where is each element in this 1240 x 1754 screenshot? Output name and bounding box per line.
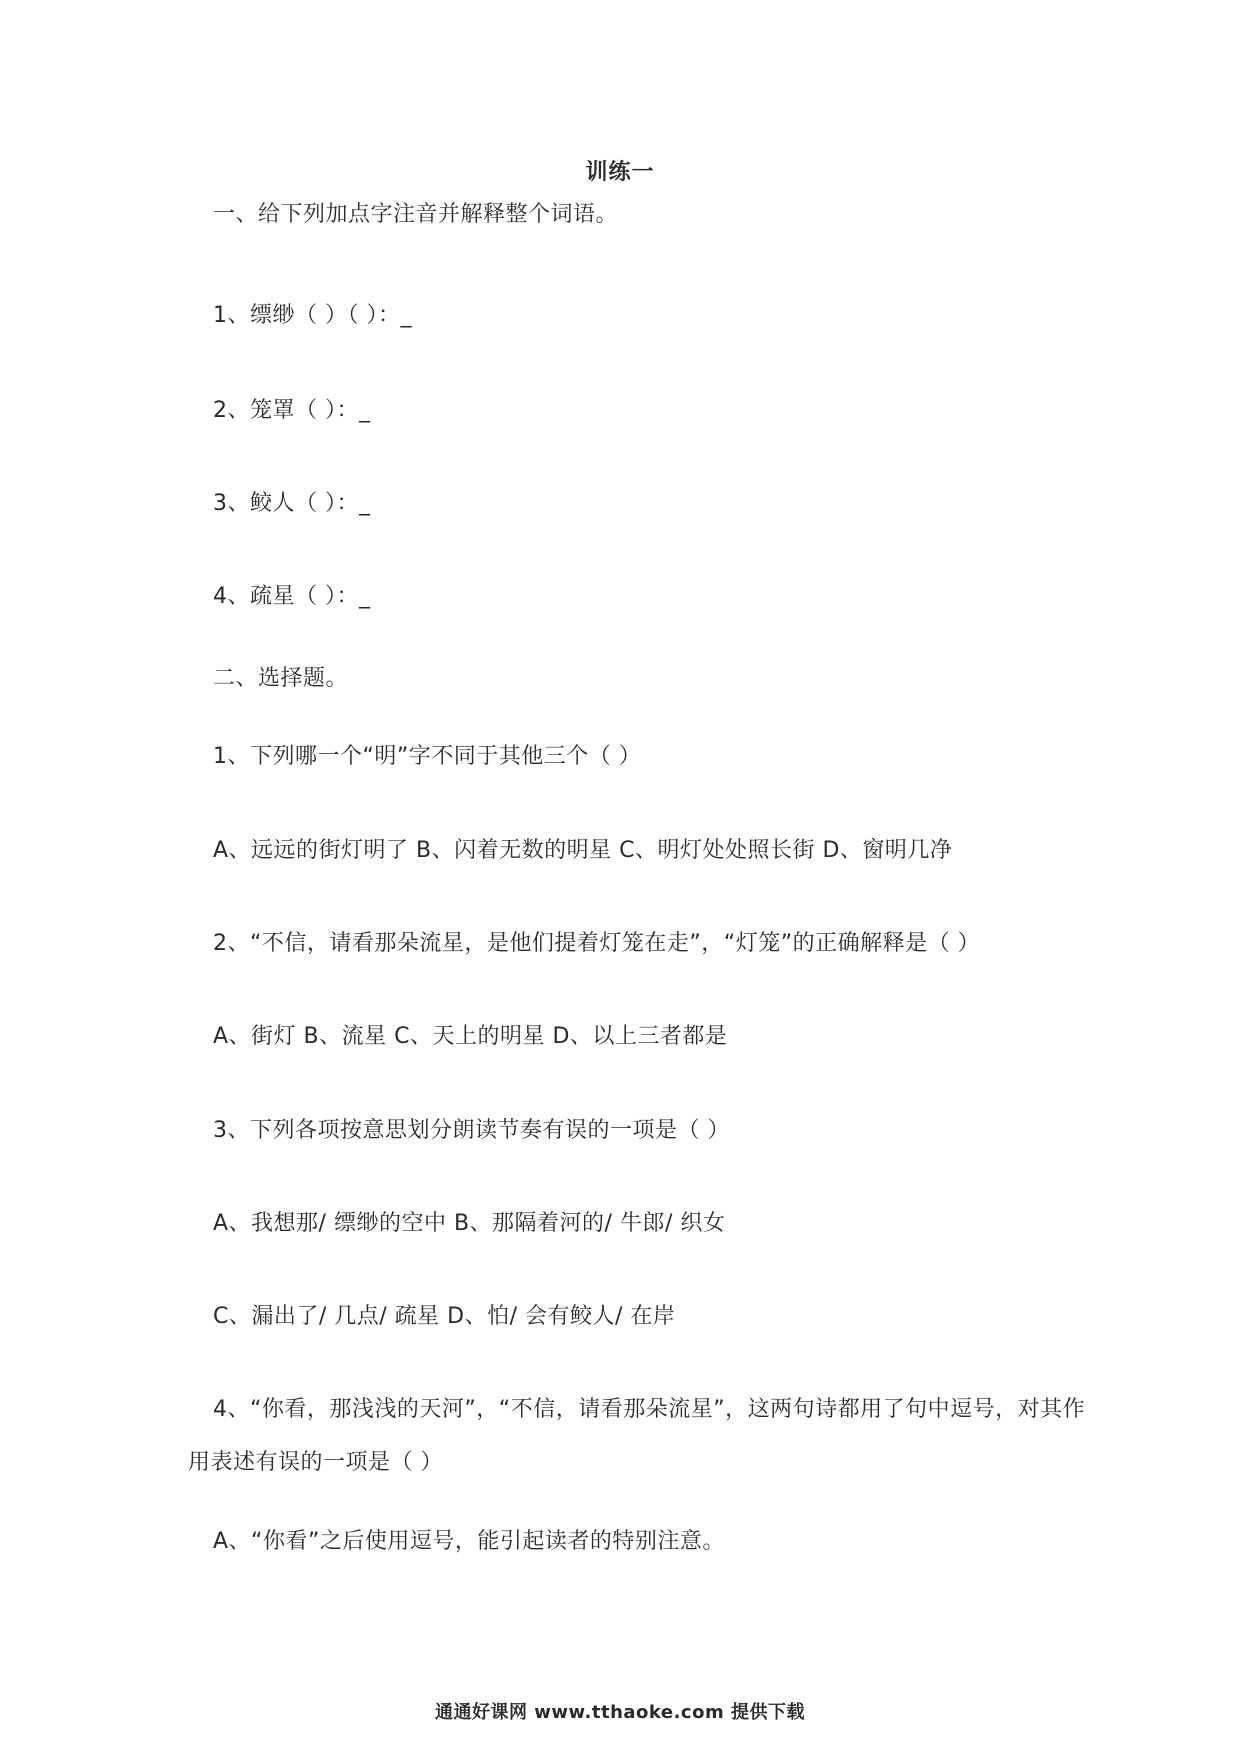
section1-item-4: 4、疏星（ ）：_ <box>213 584 371 609</box>
question-3-options-line-2: C、漏出了/ 几点/ 疏星 D、怕/ 会有鲛人/ 在岸 <box>213 1304 676 1329</box>
section1-item-1: 1、缥缈（ ）（ ）：_ <box>213 303 412 328</box>
section1-item-2: 2、笼罩（ ）：_ <box>213 398 371 423</box>
section1-heading: 一、给下列加点字注音并解释整个词语。 <box>213 202 619 227</box>
question-3-options-line-1: A、我想那/ 缥缈的空中 B、那隔着河的/ 牛郎/ 织女 <box>213 1211 726 1236</box>
section1-item-3: 3、鲛人（ ）：_ <box>213 491 371 516</box>
page-title: 训练一 <box>585 160 655 185</box>
question-3-stem: 3、下列各项按意思划分朗读节奏有误的一项是（ ） <box>213 1118 730 1143</box>
section2-heading: 二、选择题。 <box>213 666 349 691</box>
question-4-stem-line-2: 用表述有误的一项是（ ） <box>188 1450 443 1475</box>
question-1-stem: 1、下列哪一个“明”字不同于其他三个（ ） <box>213 744 642 769</box>
question-4-option-a: A、“你看”之后使用逗号，能引起读者的特别注意。 <box>213 1529 725 1554</box>
page-footer: 通通好课网 www.tthaoke.com 提供下载 <box>435 1702 805 1723</box>
question-2-stem: 2、“不信，请看那朵流星，是他们提着灯笼在走”，“灯笼”的正确解释是（ ） <box>213 931 981 956</box>
question-1-options: A、远远的街灯明了 B、闪着无数的明星 C、明灯处处照长街 D、窗明几净 <box>213 838 953 863</box>
question-2-options: A、街灯 B、流星 C、天上的明星 D、以上三者都是 <box>213 1024 728 1049</box>
question-4-stem-line-1: 4、“你看，那浅浅的天河”，“不信，请看那朵流星”，这两句诗都用了句中逗号，对其作 <box>213 1397 1086 1422</box>
